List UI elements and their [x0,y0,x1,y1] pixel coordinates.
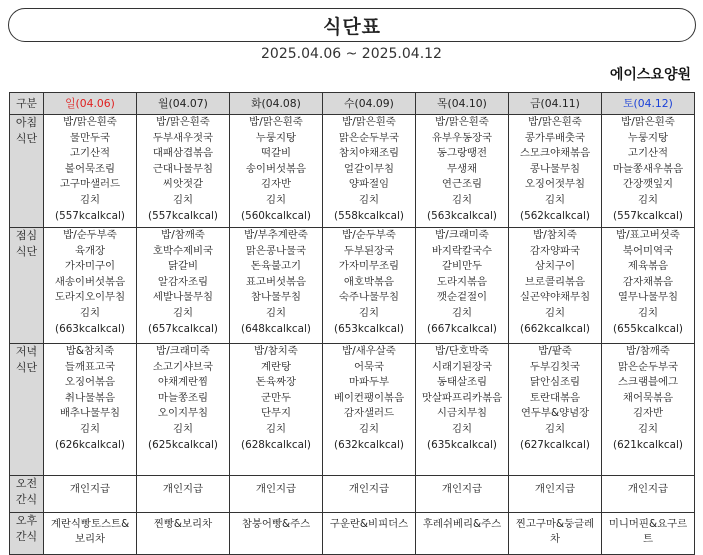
menu-item: 고기산적 [627,147,669,160]
menu-item: 밥/부추계란죽 [244,229,308,241]
menu-item: 돈육불고기 [250,260,302,273]
menu-item: 유부우동장국 [431,131,493,144]
menu-item: (667kcalkcal) [427,322,497,335]
menu-item: 밥/새우살죽 [342,345,396,357]
menu-item: (655kcalkcal) [613,322,683,335]
pm-snack-cell [323,513,416,555]
menu-item: 물만두국 [69,131,111,144]
lunch-cell [323,228,416,344]
menu-item: (632kcalkcal) [334,438,404,451]
menu-item: 근대나물무침 [152,162,214,175]
menu-item: 밥/참깨죽 [626,345,670,357]
breakfast-row-label [10,115,44,228]
menu-item: 김치 [451,422,473,435]
menu-item: 토란대볶음 [529,391,581,404]
day-header-thu: 목(04.10) [416,93,509,115]
menu-item: 밥/단호박죽 [435,345,489,357]
menu-item: 맛살파프리카볶음 [421,391,503,404]
menu-item: 오징어젓무침 [524,178,586,191]
menu-item: 개인지급 [534,483,576,495]
dinner-cell [230,344,323,476]
am-snack-cell [137,476,230,513]
menu-item: 김자반 [260,178,292,191]
menu-item: 닭갈비 [167,260,199,273]
dinner-row [10,344,695,476]
menu-item: 밥/참깨죽 [161,229,205,241]
menu-item: (663kcalkcal) [55,322,125,335]
day-header-sat: 토(04.12) [602,93,695,115]
menu-item: (657kcalkcal) [148,322,218,335]
menu-item: 김치 [79,193,101,206]
menu-item: 김치 [172,306,194,319]
day-header-tue: 화(04.08) [230,93,323,115]
row-label-line: 간식 [15,493,38,506]
am-snack-cell [416,476,509,513]
menu-item: 참나물무침 [250,291,302,304]
menu-item: 김치 [358,193,380,206]
pm-snack-cell [509,513,602,555]
menu-item: 밥/맑은흰죽 [156,116,210,128]
menu-item: 밥/크래미죽 [435,229,489,241]
pm-snack-row-label [10,513,44,555]
pm-snack-cell [44,513,137,555]
menu-item: 두부새우젓국 [152,131,214,144]
menu-item: 밥&참치죽 [65,345,115,357]
menu-item: 김치 [265,193,287,206]
menu-item: 야채계란찜 [157,376,209,389]
menu-item: 밥/표고버섯죽 [616,229,680,241]
lunch-row [10,228,695,344]
menu-item: 밥/팥죽 [538,345,572,357]
menu-item: 김치 [358,306,380,319]
menu-item: (557kcalkcal) [613,209,683,222]
dinner-cell [602,344,695,476]
menu-item: 밥/순두부죽 [63,229,117,241]
menu-item: 밥/순두부죽 [342,229,396,241]
menu-item: 누룽지탕 [255,131,297,144]
menu-item: 연두부&양념장 [520,407,590,420]
menu-item: 육개장 [74,244,106,257]
menu-item: 새송이버섯볶음 [54,275,126,288]
am-snack-row [10,476,695,513]
menu-item: 미니머핀&요구르 [608,518,688,530]
menu-item: 배추나물무침 [59,407,121,420]
menu-item: 콩나물무침 [529,162,581,175]
row-label-line: 식단 [15,132,38,145]
menu-item: 단무지 [260,407,292,420]
menu-item: 구운란&비피더스 [329,518,409,530]
menu-item: (628kcalkcal) [241,438,311,451]
menu-item: 열무나물무침 [617,291,679,304]
menu-item: 후레쉬베리&주스 [422,518,502,530]
menu-item: 도라지오이무침 [54,291,126,304]
menu-item: 김치 [79,422,101,435]
menu-item: 개인지급 [627,483,669,495]
menu-item: 김치 [79,306,101,319]
breakfast-cell [602,115,695,228]
menu-item: 밥/맑은흰죽 [342,116,396,128]
menu-item: 간장깻잎지 [622,178,674,191]
menu-item: (562kcalkcal) [520,209,590,222]
breakfast-cell [137,115,230,228]
am-snack-cell [230,476,323,513]
lunch-cell [416,228,509,344]
menu-item: (560kcalkcal) [241,209,311,222]
lunch-cell [509,228,602,344]
menu-item: 맑은순두부국 [617,360,679,373]
menu-item: 소고기샤브국 [152,360,214,373]
menu-item: (558kcalkcal) [334,209,404,222]
menu-item: 개인지급 [162,483,204,495]
menu-item: 김치 [637,422,659,435]
dinner-cell [44,344,137,476]
menu-item: 오징어볶음 [64,376,116,389]
menu-item: 밥/참치죽 [254,345,298,357]
breakfast-cell [323,115,416,228]
menu-item: 맑은순두부국 [338,131,400,144]
menu-item: 북어미역국 [622,244,674,257]
am-snack-row-label [10,476,44,513]
row-label-line: 오전 [15,477,38,490]
page-title: 식단표 [322,15,382,38]
dinner-cell [509,344,602,476]
menu-item: 호박수제비국 [152,244,214,257]
menu-item: 닭안심조림 [529,376,581,389]
menu-item: 김치 [544,193,566,206]
row-label-line: 저녁 [15,345,38,358]
menu-item: 볼어묵조림 [64,162,116,175]
menu-item: 찐고구마&둥글레 [515,518,595,530]
menu-item: 스모크야채볶음 [519,147,591,160]
menu-item: 밥/맑은흰죽 [435,116,489,128]
breakfast-cell [44,115,137,228]
menu-item: 실곤약야채무침 [519,291,591,304]
pm-snack-row [10,513,695,555]
day-header-fri: 금(04.11) [509,93,602,115]
menu-item: 누룽지탕 [627,131,669,144]
menu-item: 김치 [637,306,659,319]
am-snack-cell [323,476,416,513]
menu-item: 콩가루배춧국 [524,131,586,144]
menu-item: 얼갈이무침 [343,162,395,175]
date-range: 2025.04.06 ~ 2025.04.12 [261,46,442,62]
menu-item: (557kcalkcal) [148,209,218,222]
day-header-wed: 수(04.09) [323,93,416,115]
menu-item: 김치 [451,193,473,206]
am-snack-cell [602,476,695,513]
menu-item: 밥/맑은흰죽 [528,116,582,128]
row-label-line: 식단 [15,361,38,374]
menu-item: 삼치구이 [534,260,576,273]
menu-item: 들깨표고국 [64,360,116,373]
lunch-cell [602,228,695,344]
menu-item: 시금치무침 [436,407,488,420]
menu-item: 마파두부 [348,376,390,389]
menu-item: 감자양파국 [529,244,581,257]
menu-item: 바지락칼국수 [431,244,493,257]
menu-item: 두부된장국 [343,244,395,257]
menu-item: 숙주나물무침 [338,291,400,304]
menu-item: 채어묵볶음 [622,391,674,404]
menu-item: 참붕어빵&주스 [241,518,311,530]
menu-item: 취나물볶음 [64,391,116,404]
menu-item: 김치 [544,306,566,319]
pm-snack-cell [416,513,509,555]
menu-item: 시래기된장국 [431,360,493,373]
menu-item: (563kcalkcal) [427,209,497,222]
menu-item: 스크램블에그 [617,376,679,389]
menu-item: 감자채볶음 [622,275,674,288]
menu-item: 참치야채조림 [338,147,400,160]
menu-item: 무생채 [446,162,478,175]
menu-item: 밥/크래미죽 [156,345,210,357]
menu-item: 밥/참치죽 [533,229,577,241]
row-label-line: 아침 [15,116,38,129]
menu-item: 연근조림 [441,178,483,191]
lunch-cell [230,228,323,344]
menu-item: 두부김칫국 [529,360,581,373]
menu-item: 깻순겉절이 [436,291,488,304]
menu-item: 돈육짜장 [255,376,297,389]
row-label-line: 오후 [15,514,38,527]
header-corner: 구분 [10,93,44,115]
menu-item: 맑은콩나물국 [245,244,307,257]
menu-item: 제육볶음 [627,260,669,273]
menu-item: 김치 [451,306,473,319]
am-snack-cell [44,476,137,513]
menu-item: 개인지급 [348,483,390,495]
menu-item: (621kcalkcal) [613,438,683,451]
facility-name: 에이스요양원 [609,67,691,83]
menu-item: 김치 [544,422,566,435]
menu-item: 김치 [172,422,194,435]
lunch-cell [44,228,137,344]
menu-item: 김자반 [632,407,664,420]
menu-item: 양파절임 [348,178,390,191]
pm-snack-cell [137,513,230,555]
menu-item: 트 [642,533,654,545]
menu-item: 마늘쫑조림 [157,391,209,404]
menu-item: 오이지무침 [157,407,209,420]
menu-item: 개인지급 [441,483,483,495]
menu-item: (648kcalkcal) [241,322,311,335]
menu-item: 개인지급 [255,483,297,495]
menu-item: 동태살조림 [436,376,488,389]
menu-item: 계란탕 [260,360,292,373]
menu-item: 도라지볶음 [436,275,488,288]
menu-item: (625kcalkcal) [148,438,218,451]
menu-item: 감자샐러드 [343,407,395,420]
menu-item: 밥/맑은흰죽 [249,116,303,128]
pm-snack-cell [230,513,323,555]
menu-item: 브로콜리볶음 [524,275,586,288]
menu-item: 마늘쫑새우볶음 [612,162,684,175]
menu-item: 군만두 [260,391,292,404]
menu-item: 김치 [265,422,287,435]
pm-snack-cell [602,513,695,555]
breakfast-cell [230,115,323,228]
menu-item: (662kcalkcal) [520,322,590,335]
am-snack-cell [509,476,602,513]
menu-item: 대패삼겹볶음 [152,147,214,160]
lunch-cell [137,228,230,344]
menu-item: 차 [549,533,561,545]
dinner-row-label [10,344,44,476]
dinner-cell [137,344,230,476]
menu-item: (627kcalkcal) [520,438,590,451]
menu-item: 표고버섯볶음 [245,275,307,288]
menu-item: 김치 [637,193,659,206]
menu-item: 씨앗젓갈 [162,178,204,191]
menu-item: 송이버섯볶음 [245,162,307,175]
menu-item: 어묵국 [353,360,385,373]
menu-item: 고기산적 [69,147,111,160]
menu-item: 김치 [358,422,380,435]
row-label-line: 점심 [15,229,38,242]
dinner-cell [323,344,416,476]
menu-item: 알감자조림 [157,275,209,288]
menu-item: (626kcalkcal) [55,438,125,451]
breakfast-row [10,115,695,228]
menu-item: (557kcalkcal) [55,209,125,222]
title-box [8,8,696,42]
menu-item: 밥/맑은흰죽 [63,116,117,128]
menu-item: 계란식빵토스트& [50,518,130,530]
menu-item: 애호박볶음 [343,275,395,288]
day-header-mon: 월(04.07) [137,93,230,115]
dinner-cell [416,344,509,476]
menu-item: 가자미무조림 [338,260,400,273]
breakfast-cell [509,115,602,228]
menu-item: 세발나물무침 [152,291,214,304]
menu-item: 보리차 [74,533,106,545]
menu-item: 고구마샐러드 [59,178,121,191]
menu-item: 밥/맑은흰죽 [621,116,675,128]
day-header-sun: 일(04.06) [44,93,137,115]
menu-item: 떡갈비 [260,147,292,160]
breakfast-cell [416,115,509,228]
menu-item: 갈비만두 [441,260,483,273]
menu-item: 베이컨팽이볶음 [333,391,405,404]
menu-item: 찐빵&보리차 [153,518,213,530]
header-row [10,93,695,115]
menu-item: 개인지급 [69,483,111,495]
menu-item: 동그랑땡전 [436,147,488,160]
menu-item: (635kcalkcal) [427,438,497,451]
row-label-line: 간식 [15,530,38,543]
menu-item: (653kcalkcal) [334,322,404,335]
menu-item: 가자미구이 [64,260,116,273]
menu-table [9,92,695,555]
lunch-row-label [10,228,44,344]
menu-item: 김치 [172,193,194,206]
row-label-line: 식단 [15,245,38,258]
menu-item: 김치 [265,306,287,319]
